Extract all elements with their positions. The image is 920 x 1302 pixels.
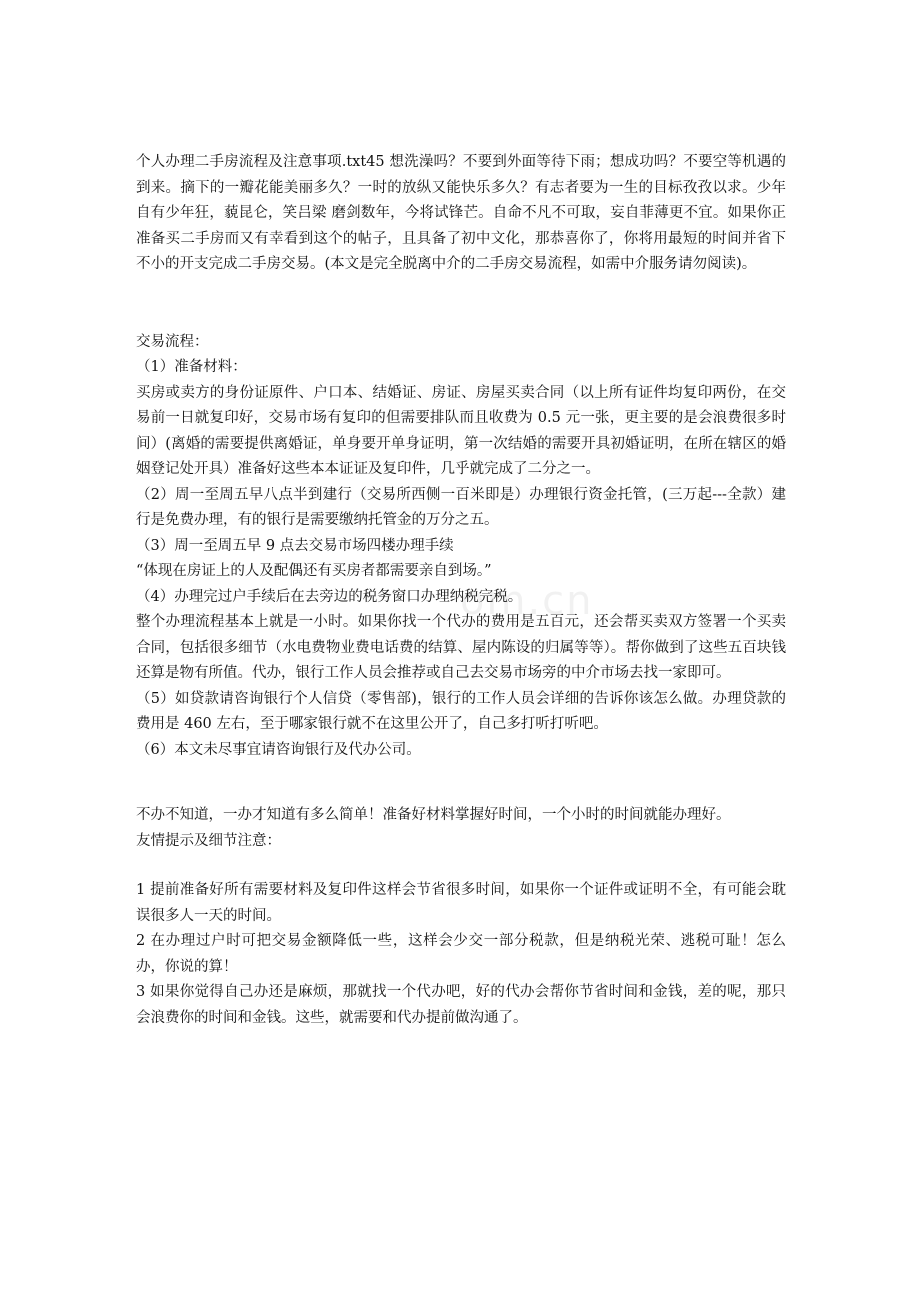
spacer: [136, 763, 786, 803]
process-step-4: （4）办理完过户手续后在去旁边的税务窗口办理纳税完税。: [136, 588, 523, 605]
process-step-1-title: （1）准备材料：: [136, 359, 247, 375]
process-step-6: （6）本文未尽事宜请咨询银行及代办公司。: [136, 741, 421, 758]
spacer: [136, 278, 786, 330]
tips-heading: 友情提示及细节注意：: [136, 832, 281, 849]
process-step-1-materials: 买房或卖方的身份证原件、户口本、结婚证、房证、房屋买卖合同（以上所有证件均复印两份，在交易前一日就复印好，交易市场有复印的但需要排队而且收费为 0.5 元一张，更主要的是会浪费很多时间）(离婚的需要提供离婚证，单身要开单身证明，第一次结婚的需要开具初婚证明，在所在辖区的婚姻登记处开具）准备好这些本本证证及复印件，几乎就完成了二分之一。: [136, 384, 786, 477]
tip-1: 1 提前准备好所有需要材料及复印件这样会节省很多时间，如果你一个证件或证明不全，有可能会耽误很多人一天的时间。: [136, 882, 786, 924]
summary-line: 不办不知道，一办才知道有多么简单！准备好材料掌握好时间，一个小时的时间就能办理好。: [136, 807, 731, 823]
process-step-2: （2）周一至周五早八点半到建行（交易所西侧一百米即是）办理银行资金托管，(三万起---全款）建行是免费办理，有的银行是需要缴纳托管金的万分之五。: [136, 486, 786, 528]
watermark: om.cn: [460, 578, 594, 624]
process-agent-note: 整个办理流程基本上就是一小时。如果你找一个代办的费用是五百元，还会帮买卖双方签署一个买卖合同，包括很多细节（水电费物业费电话费的结算、屋内陈设的归属等等）。帮你做到了这些五百块钱还算是物有所值。代办，银行工作人员会推荐或自己去交易市场旁的中介市场去找一家即可。: [136, 614, 786, 681]
process-step-3-note: “体现在房证上的人及配偶还有买房者都需要亲自到场。”: [136, 563, 492, 579]
spacer: [136, 854, 786, 878]
tip-3: 3 如果你觉得自己办还是麻烦，那就找一个代办吧，好的代办会帮你节省时间和金钱，差的呢，那只会浪费你的时间和金钱。这些，就需要和代办提前做沟通了。: [136, 984, 786, 1026]
process-heading: 交易流程：: [136, 333, 209, 350]
process-step-5: （5）如贷款请咨询银行个人信贷（零售部)，银行的工作人员会详细的告诉你该怎么做。办理贷款的费用是 460 左右，至于哪家银行就不在这里公开了，自己多打听打听吧。: [136, 690, 786, 732]
tip-2: 2 在办理过户时可把交易金额降低一些，这样会少交一部分税款，但是纳税光荣、逃税可耻！怎么办，你说的算！: [136, 933, 786, 975]
intro-paragraph: 个人办理二手房流程及注意事项.txt45 想洗澡吗？不要到外面等待下雨；想成功吗？不要空等机遇的到来。摘下的一瓣花能美丽多久？一时的放纵又能快乐多久？有志者要为一生的目标孜孜以求。少年自有少年狂，藐昆仑，笑吕梁 磨剑数年，今将试锋芒。自命不凡不可取，妄自菲薄更不宜。如果你正准备买二手房而又有幸看到这个的帖子，且具备了初中文化，那恭喜你了，你将用最短的时间并省下不小的开支完成二手房交易。(本文是完全脱离中介的二手房交易流程，如需中介服务请勿阅读)。: [136, 154, 786, 272]
document-body: [136, 150, 786, 1031]
process-step-3: （3）周一至周五早 9 点去交易市场四楼办理手续: [136, 537, 454, 554]
